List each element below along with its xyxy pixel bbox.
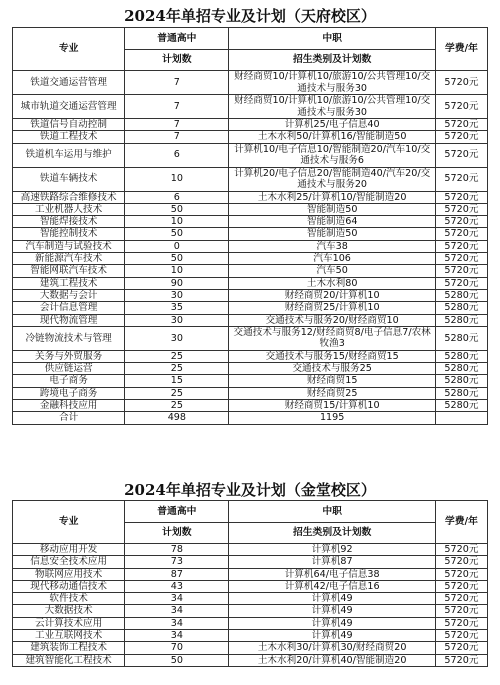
table-row [13,216,488,228]
fee-cell: 5720元 [435,119,487,131]
plan-cell: 78 [125,544,229,556]
table-row [13,289,488,301]
total-zhongzhi: 1195 [229,412,435,424]
fee-cell: 5720元 [435,617,487,629]
table-row [13,568,488,580]
header-fee: 学费/年 [435,501,487,544]
table-row [13,605,488,617]
major-cell: 建筑智能化工程技术 [13,654,125,666]
major-cell: 金融科技应用 [13,400,125,412]
table-row [13,71,488,95]
major-cell: 智能网联汽车技术 [13,265,125,277]
table-row [13,580,488,592]
fee-cell: 5280元 [435,289,487,301]
major-cell: 工业互联网技术 [13,630,125,642]
plan-cell: 7 [125,131,229,143]
major-cell: 会计信息管理 [13,302,125,314]
zhongzhi-cell: 计算机87 [229,556,435,568]
header-major: 专业 [13,28,125,71]
zhongzhi-cell: 财经商贸15/计算机10 [229,400,435,412]
major-cell: 大数据与会计 [13,289,125,301]
fee-cell: 5720元 [435,544,487,556]
table-row [13,654,488,666]
major-cell: 铁道交通运营管理 [13,71,125,95]
fee-cell: 5720元 [435,630,487,642]
zhongzhi-cell: 计算机49 [229,617,435,629]
major-cell: 现代物流管理 [13,314,125,326]
zhongzhi-cell: 财经商贸15 [229,375,435,387]
fee-cell: 5720元 [435,131,487,143]
plan-cell: 7 [125,95,229,119]
zhongzhi-cell: 土木水利50/计算机16/智能制造50 [229,131,435,143]
table-row [13,131,488,143]
header-zhongzhi: 中职 [229,28,435,50]
major-cell: 铁道车辆技术 [13,167,125,191]
total-plan: 498 [125,412,229,424]
plan-cell: 34 [125,605,229,617]
zhongzhi-cell: 汽车50 [229,265,435,277]
table-row [13,593,488,605]
plan-cell: 34 [125,630,229,642]
table-row [13,617,488,629]
section1-title: 2024年单招专业及计划（天府校区） [124,7,376,25]
plan-cell: 10 [125,216,229,228]
plan-cell: 0 [125,240,229,252]
zhongzhi-cell: 财经商贸10/计算机10/旅游10/公共管理10/交通技术与服务30 [229,95,435,119]
plan-cell: 6 [125,143,229,167]
fee-cell: 5720元 [435,167,487,191]
table-row [13,314,488,326]
fee-cell: 5720元 [435,277,487,289]
zhongzhi-cell: 土木水利20/计算机40/智能制造20 [229,654,435,666]
table-row [13,387,488,399]
fee-cell: 5720元 [435,216,487,228]
table-row [13,253,488,265]
plan-cell: 90 [125,277,229,289]
major-cell: 智能控制技术 [13,228,125,240]
total-row [13,412,488,424]
table-row [13,556,488,568]
header-plan: 计划数 [125,50,229,71]
plan-cell: 10 [125,167,229,191]
plan-cell: 73 [125,556,229,568]
header-zz-sub: 招生类别及计划数 [229,523,435,544]
major-cell: 城市轨道交通运营管理 [13,95,125,119]
fee-cell: 5720元 [435,240,487,252]
major-cell: 汽车制造与试验技术 [13,240,125,252]
plan-cell: 25 [125,350,229,362]
plan-cell: 30 [125,326,229,350]
header-plan: 计划数 [125,523,229,544]
plan-cell: 34 [125,617,229,629]
major-cell: 工业机器人技术 [13,203,125,215]
plan-cell: 43 [125,580,229,592]
plan-cell: 50 [125,654,229,666]
major-cell: 铁道工程技术 [13,131,125,143]
table-row [13,228,488,240]
fee-cell: 5720元 [435,642,487,654]
zhongzhi-cell: 交通技术与服务12/财经商贸8/电子信息7/农林牧渔3 [229,326,435,350]
zhongzhi-cell: 土木水利25/计算机10/智能制造20 [229,191,435,203]
fee-cell: 5720元 [435,143,487,167]
zhongzhi-cell: 交通技术与服务20/财经商贸10 [229,314,435,326]
major-cell: 现代移动通信技术 [13,580,125,592]
major-cell: 供应链运营 [13,363,125,375]
table-row [13,363,488,375]
table-row [13,544,488,556]
zhongzhi-cell: 汽车38 [229,240,435,252]
plan-cell: 34 [125,593,229,605]
table-row [13,203,488,215]
plan-cell: 50 [125,203,229,215]
jintang-plan-table [12,500,488,667]
fee-cell: 5720元 [435,71,487,95]
fee-cell: 5720元 [435,580,487,592]
fee-cell: 5720元 [435,191,487,203]
table-row [13,326,488,350]
table-row [13,400,488,412]
table-row [13,350,488,362]
plan-cell: 15 [125,375,229,387]
header-putong: 普通高中 [125,501,229,523]
fee-cell: 5720元 [435,568,487,580]
zhongzhi-cell: 智能制造50 [229,228,435,240]
plan-cell: 35 [125,302,229,314]
table-row [13,375,488,387]
major-cell: 信息安全技术应用 [13,556,125,568]
fee-cell: 5280元 [435,375,487,387]
fee-cell: 5720元 [435,253,487,265]
major-cell: 关务与外贸服务 [13,350,125,362]
plan-cell: 25 [125,387,229,399]
major-cell: 建筑工程技术 [13,277,125,289]
zhongzhi-cell: 计算机49 [229,605,435,617]
fee-cell: 5720元 [435,556,487,568]
plan-cell: 25 [125,363,229,375]
fee-cell: 5280元 [435,302,487,314]
header-putong: 普通高中 [125,28,229,50]
header-fee: 学费/年 [435,28,487,71]
zhongzhi-cell: 计算机64/电子信息38 [229,568,435,580]
zhongzhi-cell: 财经商贸20/计算机10 [229,289,435,301]
major-cell: 冷链物流技术与管理 [13,326,125,350]
fee-cell: 5280元 [435,387,487,399]
zhongzhi-cell: 汽车106 [229,253,435,265]
zhongzhi-cell: 财经商贸25 [229,387,435,399]
major-cell: 新能源汽车技术 [13,253,125,265]
total-fee [435,412,487,424]
zhongzhi-cell: 计算机10/电子信息10/智能制造20/汽车10/交通技术与服务6 [229,143,435,167]
major-cell: 移动应用开发 [13,544,125,556]
major-cell: 软件技术 [13,593,125,605]
zhongzhi-cell: 计算机20/电子信息20/智能制造40/汽车20/交通技术与服务20 [229,167,435,191]
zhongzhi-cell: 财经商贸10/计算机10/旅游10/公共管理10/交通技术与服务30 [229,71,435,95]
plan-cell: 7 [125,119,229,131]
table-row [13,119,488,131]
plan-cell: 30 [125,314,229,326]
tianfu-plan-table [12,27,488,425]
section2-title: 2024年单招专业及计划（金堂校区） [124,481,376,499]
fee-cell: 5280元 [435,326,487,350]
header-zz-sub: 招生类别及计划数 [229,50,435,71]
major-cell: 跨境电子商务 [13,387,125,399]
fee-cell: 5280元 [435,400,487,412]
fee-cell: 5720元 [435,228,487,240]
major-cell: 大数据技术 [13,605,125,617]
fee-cell: 5720元 [435,95,487,119]
table-row [13,265,488,277]
fee-cell: 5280元 [435,314,487,326]
major-cell: 建筑装饰工程技术 [13,642,125,654]
plan-cell: 87 [125,568,229,580]
fee-cell: 5720元 [435,593,487,605]
table-row [13,630,488,642]
major-cell: 智能焊接技术 [13,216,125,228]
zhongzhi-cell: 土木水利80 [229,277,435,289]
fee-cell: 5280元 [435,350,487,362]
zhongzhi-cell: 计算机25/电子信息40 [229,119,435,131]
major-cell: 高速铁路综合维修技术 [13,191,125,203]
major-cell: 铁道信号自动控制 [13,119,125,131]
table-row [13,277,488,289]
fee-cell: 5720元 [435,265,487,277]
table-row [13,95,488,119]
major-cell: 云计算技术应用 [13,617,125,629]
fee-cell: 5720元 [435,203,487,215]
table-row [13,167,488,191]
plan-cell: 7 [125,71,229,95]
plan-cell: 10 [125,265,229,277]
zhongzhi-cell: 计算机42/电子信息16 [229,580,435,592]
table-row [13,642,488,654]
plan-cell: 6 [125,191,229,203]
zhongzhi-cell: 计算机49 [229,593,435,605]
zhongzhi-cell: 智能制造64 [229,216,435,228]
fee-cell: 5280元 [435,363,487,375]
major-cell: 电子商务 [13,375,125,387]
zhongzhi-cell: 计算机49 [229,630,435,642]
table-row [13,143,488,167]
table-row [13,240,488,252]
total-label: 合计 [13,412,125,424]
fee-cell: 5720元 [435,654,487,666]
header-major: 专业 [13,501,125,544]
header-zhongzhi: 中职 [229,501,435,523]
fee-cell: 5720元 [435,605,487,617]
zhongzhi-cell: 土木水利30/计算机30/财经商贸20 [229,642,435,654]
plan-cell: 25 [125,400,229,412]
zhongzhi-cell: 交通技术与服务15/财经商贸15 [229,350,435,362]
plan-cell: 50 [125,253,229,265]
table-row [13,302,488,314]
major-cell: 物联网应用技术 [13,568,125,580]
major-cell: 铁道机车运用与维护 [13,143,125,167]
zhongzhi-cell: 交通技术与服务25 [229,363,435,375]
zhongzhi-cell: 智能制造50 [229,203,435,215]
table-row [13,191,488,203]
plan-cell: 50 [125,228,229,240]
plan-cell: 30 [125,289,229,301]
zhongzhi-cell: 财经商贸25/计算机10 [229,302,435,314]
plan-cell: 70 [125,642,229,654]
zhongzhi-cell: 计算机92 [229,544,435,556]
